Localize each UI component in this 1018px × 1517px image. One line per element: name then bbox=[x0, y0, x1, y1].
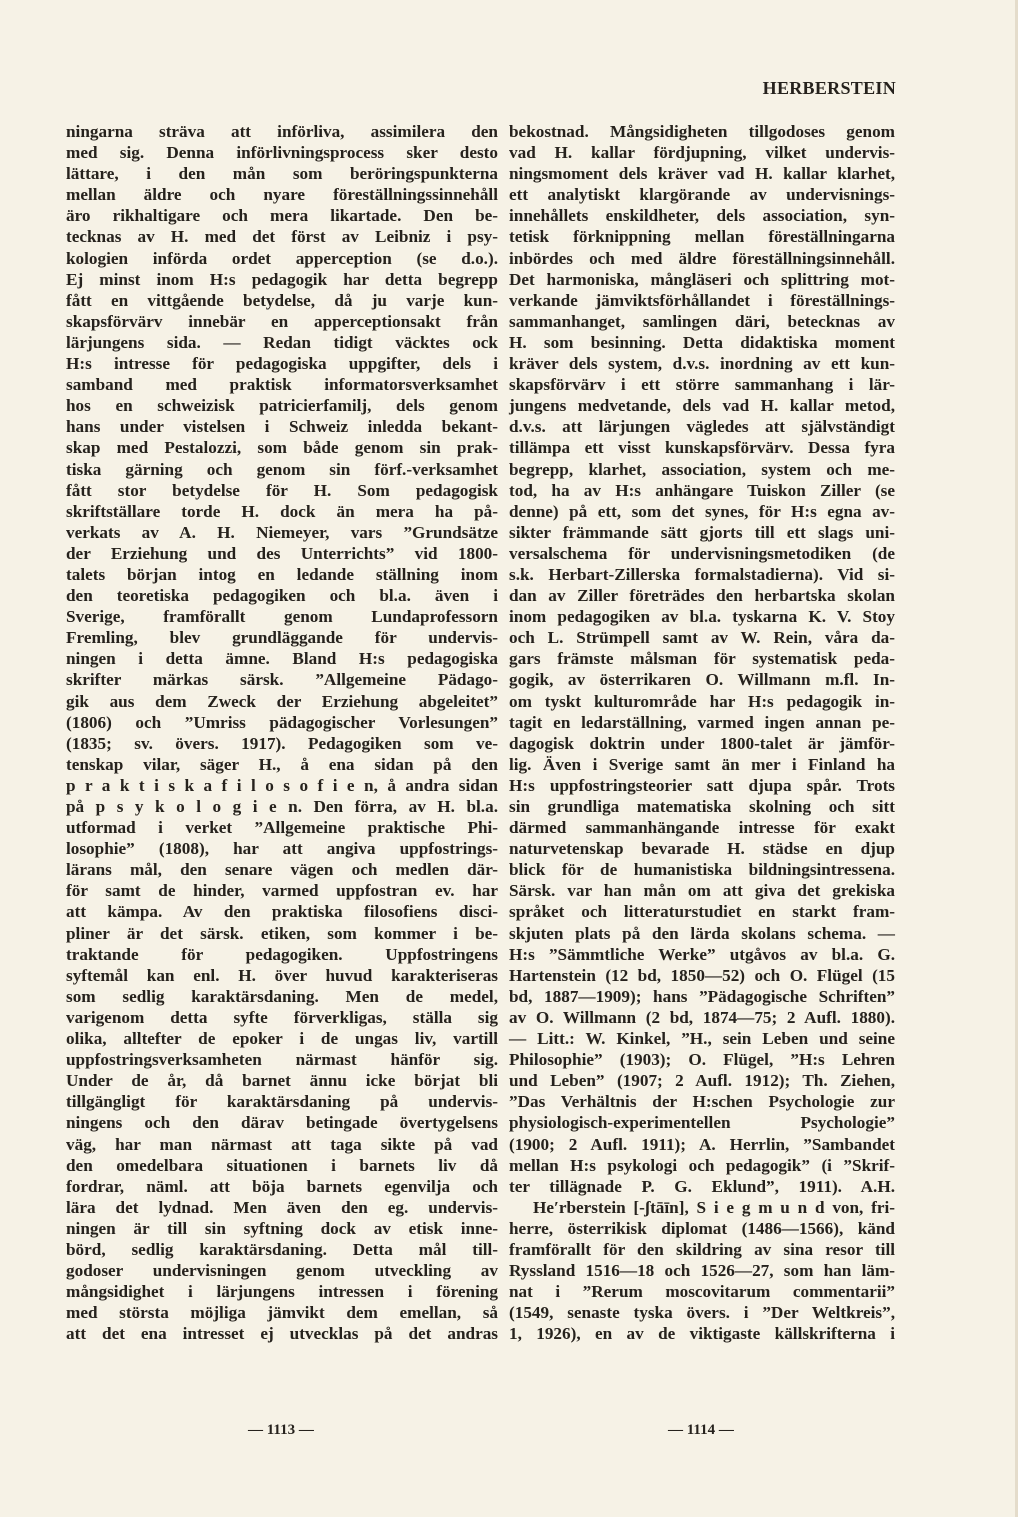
text-line: mellan äldre och nyare föreställningssinnehåll bbox=[66, 185, 498, 205]
text-line: — Litt.: W. Kinkel, ”H., sein Leben und seine bbox=[509, 1029, 895, 1049]
text-line: hans under vistelsen i Schweiz inledda bekant- bbox=[66, 417, 498, 437]
text-line: språket och litteraturstudiet en starkt fram- bbox=[509, 902, 895, 922]
text-line: ningen är till sin syftning dock av etisk inne- bbox=[66, 1218, 498, 1238]
text-line: und Leben” (1907; 2 Aufl. 1912); Th. Ziehen, bbox=[509, 1071, 895, 1091]
text-line: Ryssland 1516—18 och 1526—27, som han läm- bbox=[509, 1261, 895, 1281]
text-line: bd, 1887—1909); hans ”Pädagogische Schriften” bbox=[509, 986, 895, 1006]
text-line: denne) på ett, som det synes, för H:s egna av- bbox=[509, 501, 895, 521]
text-line: talets början intog en ledande ställning inom bbox=[66, 564, 498, 584]
text-line: tenskap vilar, säger H., å ena sidan på den bbox=[66, 754, 498, 774]
text-line: tecknas av H. med det först av Leibniz i psy- bbox=[66, 227, 498, 247]
text-line: (1835; sv. övers. 1917). Pedagogiken som ve- bbox=[66, 733, 498, 753]
text-line: lärjungens sida. — Redan tidigt väcktes ock bbox=[66, 332, 498, 352]
text-line: d.v.s. att lärjungen vägledes att självständigt bbox=[509, 417, 895, 437]
text-line: ningens och den därav betingade övertygelsens bbox=[66, 1113, 498, 1133]
text-line: börd, sedlig karaktärsdaning. Detta mål till- bbox=[66, 1239, 498, 1259]
text-line: (1900; 2 Aufl. 1911); A. Herrlin, ”Sambandet bbox=[509, 1134, 895, 1154]
text-line: ett analytiskt klargörande av undervisnings- bbox=[509, 185, 895, 205]
text-line: herre, österrikisk diplomat (1486—1566), känd bbox=[509, 1218, 895, 1238]
text-line: ningsmoment dels kräver vad H. kallar klarhet, bbox=[509, 164, 895, 184]
text-line: den omedelbara situationen i barnets liv då bbox=[66, 1155, 498, 1175]
text-line: olika, alltefter de epoker i de ungas liv, vartill bbox=[66, 1029, 498, 1049]
text-line: mångsidighet i lärjungens intressen i förening bbox=[66, 1282, 498, 1302]
text-line: vad H. kallar fördjupning, vilket undervis- bbox=[509, 143, 895, 163]
text-line: pliner är det särsk. etiken, som kommer i be- bbox=[66, 923, 498, 943]
text-line: tillämpa ett visst kunskapsförvärv. Dessa fyra bbox=[509, 438, 895, 458]
text-line: inbördes och med äldre föreställningsinnehåll. bbox=[509, 248, 895, 268]
text-line: utformad i verket ”Allgemeine praktische Phi- bbox=[66, 818, 498, 838]
text-line: skjuten plats på den lärda skolans schema. — bbox=[509, 923, 895, 943]
text-line: med sig. Denna införlivningsprocess sker desto bbox=[66, 143, 498, 163]
text-line: tillgängligt för karaktärsdaning på undervis- bbox=[66, 1092, 498, 1112]
text-line: sammanhanget, samlingen däri, betecknas av bbox=[509, 311, 895, 331]
text-line: fått stor betydelse för H. Som pedagogisk bbox=[66, 480, 498, 500]
text-line: väg, har man närmast att taga sikte på vad bbox=[66, 1134, 498, 1154]
text-line: äro rikhaltigare och mera likartade. Den be- bbox=[66, 206, 498, 226]
text-line: att kämpa. Av den praktiska filosofiens disci- bbox=[66, 902, 498, 922]
text-line: därmed sammanhängande intresse för exakt bbox=[509, 818, 895, 838]
text-line: den teoretiska pedagogiken och bl.a. även i bbox=[66, 586, 498, 606]
text-line: Ej minst inom H:s pedagogik har detta begrepp bbox=[66, 269, 498, 289]
text-line: lärans mål, den senare vägen och medlen där- bbox=[66, 860, 498, 880]
text-line: uppfostringsverksamheten närmast hänför sig. bbox=[66, 1050, 498, 1070]
text-line: physiologisch-experimentellen Psychologie” bbox=[509, 1113, 895, 1133]
text-line: tagit en ledarställning, varmed ingen annan pe- bbox=[509, 712, 895, 732]
text-line: lära det lydnad. Men även den eg. undervis- bbox=[66, 1197, 498, 1217]
page-number-left: — 1113 — bbox=[248, 1422, 314, 1438]
text-line: verkats av A. H. Niemeyer, vars ”Grundsätze bbox=[66, 522, 498, 542]
text-line: Det harmoniska, mångläseri och splittring mot- bbox=[509, 269, 895, 289]
text-line: kologien införda ordet apperception (se d.o.). bbox=[66, 248, 498, 268]
text-line: godoser undervisningen genom utveckling av bbox=[66, 1261, 498, 1281]
text-line: dagogisk doktrin under 1800-talet är jämför- bbox=[509, 733, 895, 753]
text-line: gogik, av österrikaren O. Willmann m.fl. In- bbox=[509, 670, 895, 690]
text-line: inom pedagogiken av bl.a. tyskarna K. V. Stoy bbox=[509, 607, 895, 627]
text-line: losophie” (1808), har att angiva uppfostrings- bbox=[66, 839, 498, 859]
text-line: Sverige, framförallt genom Lundaprofessorn bbox=[66, 607, 498, 627]
text-line: skapsförvärv innebär en apperceptionsakt från bbox=[66, 311, 498, 331]
text-line: hos en schweizisk patricierfamilj, dels genom bbox=[66, 396, 498, 416]
text-line: syftemål kan enl. H. över huvud karakteriseras bbox=[66, 965, 498, 985]
text-line: ”Das Verhältnis der H:schen Psychologie zur bbox=[509, 1092, 895, 1112]
text-line: samband med praktisk informatorsverksamhet bbox=[66, 375, 498, 395]
text-line: bekostnad. Mångsidigheten tillgodoses genom bbox=[509, 122, 895, 141]
text-line: för samt de hinder, varmed uppfostran ev. har bbox=[66, 881, 498, 901]
text-line: H:s uppfostringsteorier satt djupa spår. Trots bbox=[509, 775, 895, 795]
text-line: traktande för pedagogiken. Uppfostringens bbox=[66, 944, 498, 964]
text-line: tod, ha av H:s anhängare Tuiskon Ziller (se bbox=[509, 480, 895, 500]
text-line: verkande jämviktsförhållandet i föreställnings- bbox=[509, 290, 895, 310]
text-line: nat i ”Rerum moscovitarum commentarii” bbox=[509, 1282, 895, 1302]
text-line: om tyskt kulturområde har H:s pedagogik in- bbox=[509, 691, 895, 711]
text-line: H. som besinning. Detta didaktiska moment bbox=[509, 332, 895, 352]
text-line: sin grundliga matematiska skolning och sitt bbox=[509, 797, 895, 816]
text-line: innehållets enskildheter, dels association, syn- bbox=[509, 206, 895, 226]
text-line: med största möjliga jämvikt dem emellan, så bbox=[66, 1303, 498, 1323]
text-line: begrepp, klarhet, association, system och me- bbox=[509, 459, 895, 479]
text-line: blick för de humanistiska bildningsintressena. bbox=[509, 860, 895, 880]
text-line: 1, 1926), en av de viktigaste källskrifterna i bbox=[509, 1324, 895, 1344]
text-line: jungens medvetande, dels vad H. kallar metod, bbox=[509, 396, 895, 416]
page-number-right: — 1114 — bbox=[668, 1422, 734, 1438]
text-line: mellan H:s psykologi och pedagogik” (i ”Skrif- bbox=[509, 1155, 895, 1175]
text-line: som sedlig karaktärsdaning. Men de medel, bbox=[66, 986, 498, 1006]
text-line: Hartenstein (12 bd, 1850—52) och O. Flügel (15 bbox=[509, 965, 895, 985]
text-line: på p s y k o l o g i e n. Den förra, av H. bl.a. bbox=[66, 797, 498, 816]
text-line: dan av Ziller företrädes den herbartska skolan bbox=[509, 586, 895, 606]
text-line: naturvetenskap bevarade H. städse en djup bbox=[509, 839, 895, 859]
text-line: der Erziehung und des Unterrichts” vid 1800- bbox=[66, 543, 498, 563]
text-line: och L. Strümpell samt av W. Rein, våra da- bbox=[509, 628, 895, 648]
text-line: framförallt för den skildring av sina resor till bbox=[509, 1239, 895, 1259]
left-column bbox=[66, 121, 498, 1344]
text-line: tiska gärning och genom sin förf.-verksamhet bbox=[66, 459, 498, 479]
right-column bbox=[509, 121, 895, 1344]
text-line: H:s intresse för pedagogiska uppgifter, dels i bbox=[66, 354, 498, 374]
text-line: att det ena intresset ej utvecklas på det andras bbox=[66, 1324, 498, 1344]
text-line: ter tillägnade P. G. Eklund”, 1911). A.H. bbox=[509, 1176, 895, 1196]
text-line: kräver dels system, d.v.s. inordning av ett kun- bbox=[509, 354, 895, 374]
text-line: lättare, i den mån som beröringspunkterna bbox=[66, 164, 498, 184]
text-line: lig. Även i Sverige samt än mer i Finland ha bbox=[509, 754, 895, 774]
text-line: Fremling, blev grundläggande för undervis- bbox=[66, 628, 498, 648]
text-line: s.k. Herbart-Zillerska formalstadierna). Vid si- bbox=[509, 564, 895, 584]
text-line: skriftställare torde H. dock än mera ha på- bbox=[66, 501, 498, 521]
text-line: (1549, senaste tyska övers. i ”Der Weltkreis”, bbox=[509, 1303, 895, 1323]
text-line: (1806) och ”Umriss pädagogischer Vorlesungen” bbox=[66, 712, 498, 732]
text-line: sikter främmande sätt gjorts till ett slags uni- bbox=[509, 522, 895, 542]
text-line: skap med Pestalozzi, som både genom sin prak- bbox=[66, 438, 498, 458]
text-line: gik aus dem Zweck der Erziehung abgeleitet” bbox=[66, 691, 498, 711]
text-line: skrifter märkas särsk. ”Allgemeine Pädago- bbox=[66, 670, 498, 690]
text-line: versalschema för undervisningsmetodiken (de bbox=[509, 543, 895, 563]
text-line: Särsk. var han mån om att giva det grekiska bbox=[509, 881, 895, 901]
text-line: Under de år, då barnet ännu icke börjat bli bbox=[66, 1071, 498, 1091]
text-line: ningen i detta ämne. Bland H:s pedagogiska bbox=[66, 649, 498, 669]
text-line: skapsförvärv i ett större sammanhang i lär- bbox=[509, 375, 895, 395]
text-line: av O. Willmann (2 bd, 1874—75; 2 Aufl. 1880). bbox=[509, 1007, 895, 1027]
text-line: p r a k t i s k a f i l o s o f i e n, å andra sidan bbox=[66, 775, 498, 795]
text-line: fordrar, näml. att böja barnets egenvilja och bbox=[66, 1176, 498, 1196]
text-line: fått en vittgående betydelse, då ju varje kun- bbox=[66, 290, 498, 310]
text-line: gars främste målsman för systematisk peda- bbox=[509, 649, 895, 669]
entry-headword-line: He′rberstein [-ʃtāīn], S i e g m u n d von, fri- bbox=[533, 1197, 895, 1217]
running-head: HERBERSTEIN bbox=[762, 78, 896, 98]
text-line: tetisk förknippning mellan föreställningarna bbox=[509, 227, 895, 247]
text-line: ningarna sträva att införliva, assimilera den bbox=[66, 122, 498, 141]
text-line: Philosophie” (1903); O. Flügel, ”H:s Lehren bbox=[509, 1050, 895, 1070]
text-line: varigenom detta syfte förverkligas, ställa sig bbox=[66, 1007, 498, 1027]
text-line: H:s ”Sämmtliche Werke” utgåvos av bl.a. G. bbox=[509, 944, 895, 964]
